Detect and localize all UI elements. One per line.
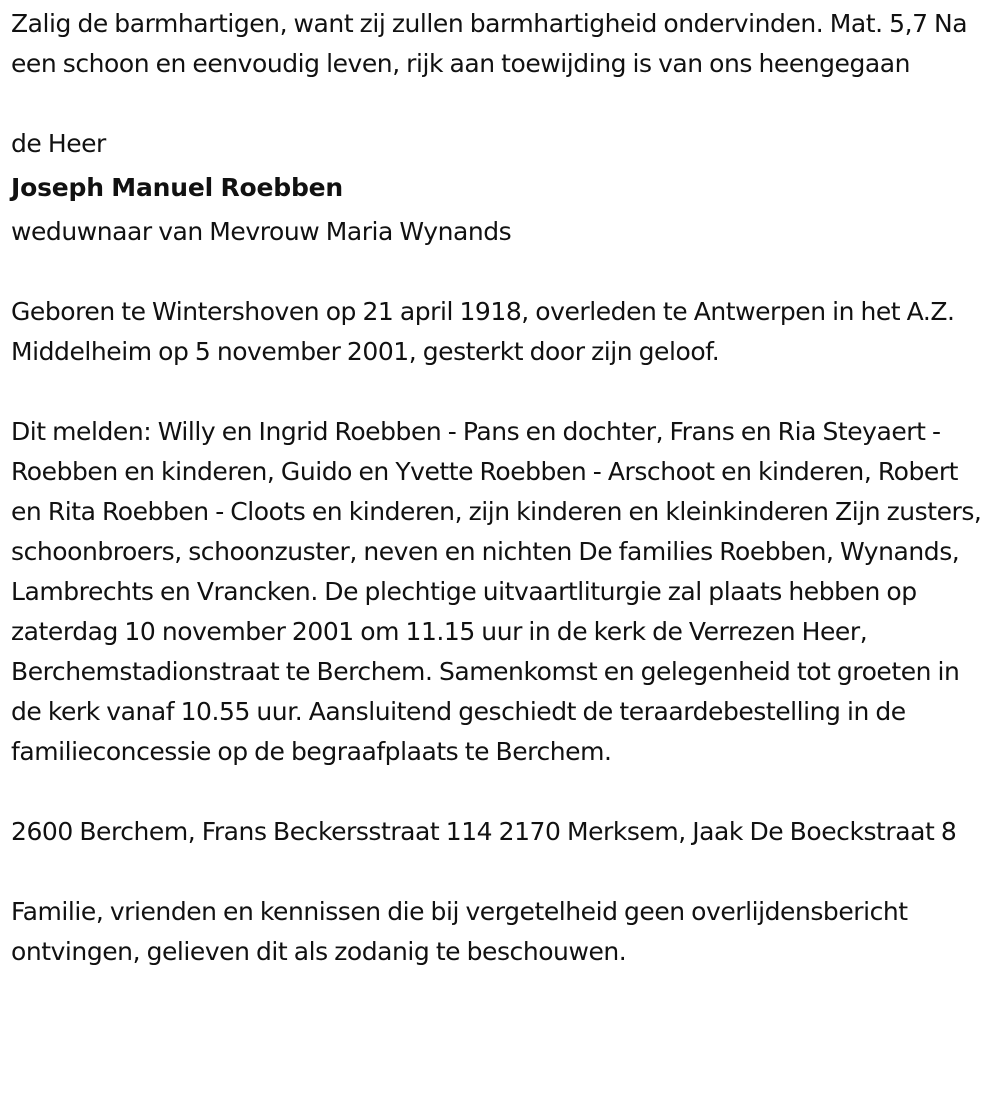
addresses-paragraph: 2600 Berchem, Frans Beckersstraat 114 2170 Merksem, Jaak De Boeckstraat 8: [11, 817, 957, 846]
relation-line: weduwnaar van Mevrouw Maria Wynands: [11, 217, 512, 246]
spacer: [11, 252, 993, 292]
announcement-paragraph: Dit melden: Willy en Ingrid Roebben - Pans en dochter, Frans en Ria Steyaert - Roebben en kinderen, Guido en Yvette Roebben - Arschoot en kinderen, Robert en Rita Roebben - Cloots en kinderen, zijn kinderen en kleinkinderen Zijn zusters, schoonbroers, schoonzuster, neven en nichten De families Roebben, Wynands, Lambrechts en Vrancken. De plechtige uitvaartliturgie zal plaats hebben op zaterdag 10 november 2001 om 11.15 uur in de kerk de Verrezen Heer, Berchemstadionstraat te Berchem. Samenkomst en gelegenheid tot groeten in de kerk vanaf 10.55 uur. Aansluitend geschiedt de teraardebestelling in de familieconcessie op de begraafplaats te Berchem.: [11, 417, 982, 766]
birth-death-paragraph: Geboren te Wintershoven op 21 april 1918, overleden te Antwerpen in het A.Z. Middelheim op 5 november 2001, gesterkt door zijn geloof.: [11, 297, 955, 366]
spacer: [11, 772, 993, 812]
spacer: [11, 372, 993, 412]
intro-paragraph: Zalig de barmhartigen, want zij zullen barmhartigheid ondervinden. Mat. 5,7 Na een schoon en eenvoudig leven, rijk aan toewijding is van ons heengegaan: [11, 9, 968, 78]
deceased-name: Joseph Manuel Roebben: [11, 173, 344, 202]
obituary-document: [11, 4, 993, 972]
spacer: [11, 852, 993, 892]
spacer: [11, 84, 993, 124]
closing-paragraph: Familie, vrienden en kennissen die bij vergetelheid geen overlijdensbericht ontvingen, gelieven dit als zodanig te beschouwen.: [11, 897, 908, 966]
salutation: de Heer: [11, 129, 106, 158]
